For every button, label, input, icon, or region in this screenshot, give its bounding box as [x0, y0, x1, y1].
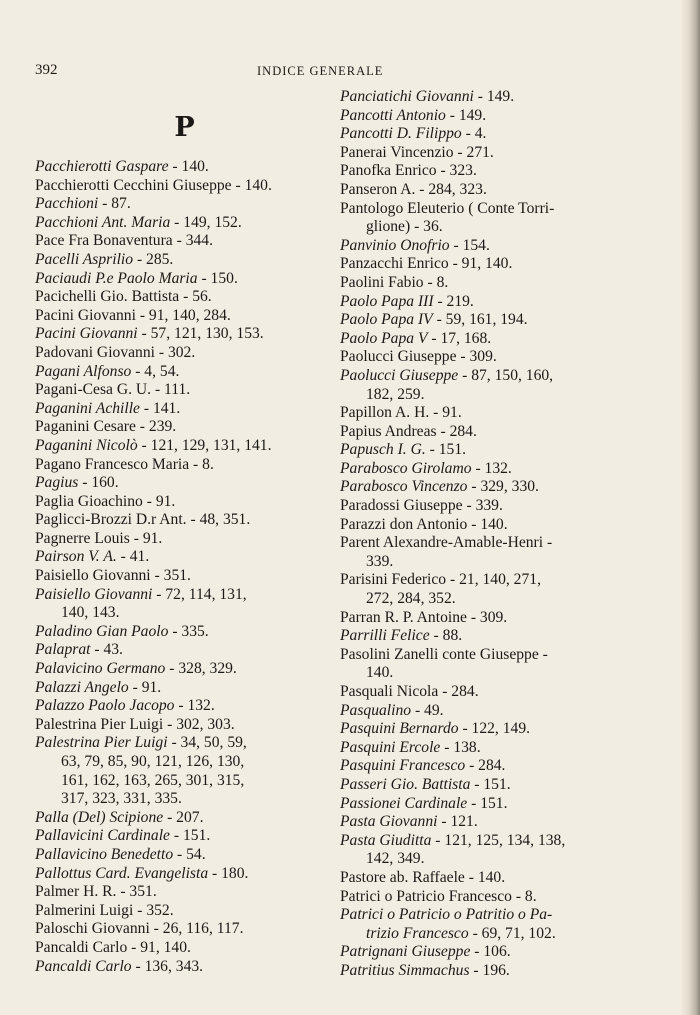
entry-page-refs: - 140. [464, 868, 506, 886]
entry-name: Paglia Gioachino [35, 492, 143, 510]
entry-page-refs: - 111. [151, 381, 191, 399]
entry-name: Papusch I. G. [340, 441, 426, 459]
entry-page-refs: - 140. [467, 515, 508, 533]
index-entry [340, 311, 640, 330]
index-entry [35, 548, 335, 567]
entry-name: Palavicino Germano [35, 660, 166, 678]
index-entry [340, 181, 640, 200]
entry-page-refs: - 302. [154, 343, 196, 361]
entry-name: Pallavicino Benedetto [35, 845, 174, 863]
entry-continuation: 317, 323, 331, 335. [61, 790, 182, 808]
entry-page-refs: - 41. [116, 548, 150, 566]
entry-name: Pasquali Nicola [340, 683, 439, 700]
entry-page-refs: - 121, 129, 131, 141. [137, 436, 272, 454]
entry-page-refs: - 271. [453, 143, 494, 161]
index-entry [35, 363, 335, 382]
entry-continuation: glione) - 36. [366, 218, 443, 236]
index-entry [35, 660, 335, 679]
entry-page-refs: - 91. [129, 529, 163, 547]
entry-page-refs: - 91, 140, 284. [135, 306, 231, 324]
index-entry [340, 720, 640, 739]
entry-name: Patritius Simmachus [340, 961, 470, 979]
entry-page-refs: - 151. [470, 775, 511, 793]
index-entry [340, 162, 640, 181]
index-entry [35, 902, 335, 921]
entry-page-refs: - 180. [208, 864, 249, 882]
entry-name: Pacchierotti Cecchini Giuseppe [35, 176, 232, 194]
index-entry [340, 646, 640, 665]
entry-name: Patrici o Patricio o Patritio o Pa- [340, 906, 553, 924]
entry-page-refs: - 149, 152. [170, 213, 242, 231]
entry-page-refs: ( Conte Torri- [464, 199, 555, 217]
entry-name: Pacchioni Ant. Maria [35, 213, 171, 231]
index-entry [35, 679, 335, 698]
page-number: 392 [35, 62, 58, 78]
index-entry [35, 474, 335, 493]
entry-name: Pancaldi Carlo [35, 938, 128, 956]
entry-name: Pasta Giuditta [340, 831, 432, 849]
entry-page-refs: - 43. [90, 641, 123, 659]
entry-name: Pancotti D. Filippo [340, 125, 462, 143]
index-entry [340, 516, 640, 535]
running-title: INDICE GENERALE [257, 64, 384, 78]
entry-page-refs: - 284, 323. [415, 180, 487, 198]
entry-name: Pasolini Zanelli conte Giuseppe [340, 645, 539, 663]
index-entry [340, 776, 640, 795]
entry-name: Palaprat [35, 641, 91, 659]
entry-name: Paladino Gian Paolo [35, 622, 169, 640]
index-entry [340, 609, 640, 628]
entry-name: Pacchierotti Gaspare [35, 158, 169, 175]
entry-page-refs: - 69, 71, 102. [472, 924, 556, 942]
entry-name: Papillon A. H. [340, 404, 430, 422]
index-entry [340, 795, 640, 814]
entry-page-refs: - 151. [467, 794, 508, 812]
entry-page-refs: - 88. [429, 627, 463, 645]
index-entry [340, 497, 640, 516]
index-entry [340, 107, 640, 126]
index-entry [35, 567, 335, 586]
entry-name: Parazzi don Antonio [340, 515, 468, 533]
index-entry [35, 883, 335, 902]
entry-page-refs: - 352. [133, 901, 174, 919]
entry-page-refs: - 4, 54. [131, 362, 180, 380]
entry-name: Palmer H. R. [35, 883, 117, 901]
entry-page-refs: - 21, 140, 271, [446, 571, 541, 589]
entry-page-refs: - 91, 140. [448, 255, 513, 273]
entry-name: Pastore ab. Raffaele [340, 868, 465, 886]
index-entry [35, 846, 335, 865]
index-entry [340, 274, 640, 293]
entry-name: Paolo Papa IV [340, 311, 433, 329]
entry-continuation: 140. [366, 664, 394, 682]
entry-page-refs: - 309. [466, 608, 508, 626]
index-entry [340, 888, 640, 907]
index-entry [35, 344, 335, 363]
entry-name: Paisiello Giovanni [35, 585, 153, 603]
entry-continuation: 161, 162, 163, 265, 301, 315, [61, 771, 245, 789]
entry-name: Pasqualino [340, 701, 412, 719]
index-entry [340, 348, 640, 367]
entry-page-refs: - 351. [150, 567, 191, 585]
entry-name: Panciatichi Giovanni [340, 88, 474, 105]
index-entry [35, 270, 335, 289]
entry-name: Palestrina Pier Luigi [35, 734, 168, 752]
entry-page-refs: - 121, 125, 134, 138, [431, 831, 566, 849]
entry-name: Pairson V. A. [35, 548, 117, 566]
index-entry [35, 456, 335, 475]
entry-name: Patrignani Giuseppe [340, 943, 471, 961]
entry-name: Papius Andreas [340, 422, 437, 440]
entry-page-refs: - 59, 161, 194. [432, 311, 528, 329]
index-entry [35, 809, 335, 828]
index-entry [35, 939, 335, 958]
entry-name: Pancotti Antonio [340, 106, 446, 124]
entry-name: Paisiello Giovanni [35, 567, 151, 585]
entry-page-refs: - 87, 150, 160, [458, 366, 554, 384]
entry-page-refs: - 154. [449, 236, 490, 254]
index-entry [340, 683, 640, 702]
entry-name: Paglicci-Brozzi D.r Ant. [35, 511, 187, 529]
index-entry [340, 404, 640, 423]
entry-page-refs: - 122, 149. [458, 720, 531, 738]
index-entry [35, 288, 335, 307]
entry-page-refs: - 219. [433, 292, 474, 310]
entry-page-refs: - 87. [98, 195, 131, 213]
index-entry [35, 418, 335, 437]
page-header [35, 62, 655, 82]
index-entry [35, 437, 335, 456]
entry-page-refs: - 132. [471, 459, 512, 477]
entry-continuation: 63, 79, 85, 90, 121, 126, 130, [61, 753, 245, 770]
entry-page-refs: - 26, 116, 117. [149, 920, 244, 938]
index-entry [340, 200, 640, 219]
index-entry [35, 493, 335, 512]
entry-page-refs: - 239. [135, 418, 177, 436]
entry-page-refs: - 284. [438, 683, 479, 700]
entry-page-refs: - 351. [116, 883, 157, 901]
entry-page-refs: - 207. [163, 808, 204, 826]
entry-name: Palmerini Luigi [35, 901, 134, 919]
index-entry [35, 158, 335, 177]
entry-page-refs: - 34, 50, 59, [167, 734, 247, 752]
index-entry [340, 255, 640, 274]
right-index-column [340, 88, 640, 981]
index-entry [35, 400, 335, 419]
entry-name: Pasquini Ercole [340, 738, 441, 756]
index-entry [340, 943, 640, 962]
index-entry [35, 232, 335, 251]
index-entry [35, 177, 335, 196]
entry-page-refs: - 329, 330. [467, 478, 539, 496]
entry-page-refs: - 309. [456, 348, 497, 366]
entry-page-refs: - 132. [174, 697, 215, 715]
entry-page-refs: - 140. [231, 176, 272, 194]
entry-page-refs: - 151. [169, 827, 211, 845]
entry-name: Passionei Cardinale [340, 794, 468, 812]
entry-page-refs: - 4. [461, 125, 487, 143]
entry-continuation: 142, 349. [366, 850, 425, 868]
index-entry [340, 478, 640, 497]
entry-page-refs: - 54. [173, 845, 206, 863]
entry-name: Pacchioni [35, 195, 99, 213]
entry-name: Pagius [35, 474, 79, 492]
entry-page-refs: - [538, 645, 548, 663]
entry-page-refs: - 8. [189, 455, 214, 473]
entry-name: Palestrina Pier Luigi [35, 715, 164, 733]
index-entry [35, 641, 335, 660]
entry-name: Paolo Papa V [340, 329, 428, 347]
entry-name: Paganini Cesare [35, 418, 136, 436]
index-entry [35, 511, 335, 530]
entry-name: Pasquini Bernardo [340, 720, 459, 738]
index-entry [35, 381, 335, 400]
entry-name: Parabosco Vincenzo [340, 478, 468, 496]
entry-continuation: 272, 284, 352. [366, 590, 456, 608]
entry-page-refs: - 91, 140. [127, 938, 191, 956]
entry-name: Pacelli Asprilio [35, 250, 134, 268]
entry-page-refs: - 91. [142, 492, 176, 510]
index-entry [340, 293, 640, 312]
entry-name: Passeri Gio. Battista [340, 775, 471, 793]
index-entry [340, 330, 640, 349]
index-entry [35, 251, 335, 270]
index-entry [340, 906, 640, 925]
entry-name-continuation: trizio Francesco [366, 924, 469, 942]
entry-name: Paganini Achille [35, 399, 140, 417]
entry-name: Parent Alexandre-Amable-Henri [340, 534, 544, 552]
index-entry [340, 739, 640, 758]
entry-page-refs: - 344. [172, 232, 213, 250]
section-letter: P [174, 112, 196, 143]
entry-page-refs: - 141. [139, 399, 181, 417]
entry-name: Paolo Papa III [340, 292, 434, 310]
entry-name: Panvinio Onofrio [340, 236, 450, 254]
index-entry [35, 586, 335, 605]
entry-name: Pallottus Card. Evangelista [35, 864, 209, 882]
entry-name: Panerai Vincenzio [340, 143, 454, 161]
index-entry [340, 367, 640, 386]
index-entry [35, 530, 335, 549]
index-entry [35, 214, 335, 233]
entry-name: Pantologo Eleuterio [340, 199, 465, 217]
index-entry [340, 460, 640, 479]
entry-name: Pasta Giovanni [340, 813, 438, 831]
entry-page-refs: - 72, 114, 131, [152, 585, 247, 603]
index-entry [35, 920, 335, 939]
entry-name: Panseron A. [340, 180, 416, 198]
entry-page-refs: - 323. [436, 162, 477, 180]
entry-name: Paolucci Giuseppe [340, 366, 459, 384]
entry-name: Paradossi Giuseppe [340, 497, 463, 515]
entry-page-refs: - 196. [469, 961, 510, 979]
entry-name: Parisini Federico [340, 571, 447, 589]
entry-name: Pancaldi Carlo [35, 957, 132, 975]
entry-name: Paciaudi P.e Paolo Maria [35, 269, 198, 287]
entry-name: Parabosco Girolamo [340, 459, 472, 477]
entry-page-refs: - 91. [429, 404, 462, 422]
left-index-column [35, 88, 335, 976]
index-entry [35, 827, 335, 846]
index-entry [35, 716, 335, 735]
entry-page-refs: - 149. [473, 88, 515, 105]
entry-name: Pacini Giovanni [35, 306, 136, 324]
index-entry [340, 571, 640, 590]
index-entry [35, 623, 335, 642]
index-entry [340, 627, 640, 646]
entry-name: Paganini Nicolò [35, 436, 138, 454]
index-entry [340, 757, 640, 776]
entry-page-refs: - 150. [197, 269, 238, 287]
entry-page-refs: - 335. [168, 622, 209, 640]
entry-page-refs: - 284. [436, 422, 477, 440]
entry-page-refs: - 49. [411, 701, 444, 719]
index-entry [340, 144, 640, 163]
entry-page-refs: - 57, 121, 130, 153. [137, 325, 264, 343]
entry-page-refs: - 106. [470, 943, 511, 961]
entry-page-refs: - 151. [425, 441, 467, 459]
entry-name: Paloschi Giovanni [35, 920, 150, 938]
entry-page-refs: - 149. [445, 106, 487, 124]
entry-page-refs: - 328, 329. [165, 660, 237, 678]
entry-page-refs: - 284. [465, 757, 506, 775]
index-entry [340, 441, 640, 460]
entry-name: Pacini Giovanni [35, 325, 138, 343]
entry-page-refs: - 8. [423, 273, 449, 291]
entry-continuation: 182, 259. [366, 385, 425, 403]
index-entry [340, 832, 640, 851]
index-entry [35, 958, 335, 977]
entry-continuation [340, 925, 640, 944]
entry-name: Palla (Del) Scipione [35, 808, 164, 826]
index-entry [340, 962, 640, 981]
entry-name: Pasquini Francesco [340, 757, 466, 775]
entry-page-refs: - 8. [511, 887, 537, 905]
entry-name: Parran R. P. Antoine [340, 608, 467, 626]
entry-name: Patrici o Patricio Francesco [340, 887, 512, 905]
index-entry [340, 813, 640, 832]
entry-name: Palazzi Angelo [35, 678, 129, 696]
entry-page-refs: - 56. [179, 288, 212, 306]
entry-name: Paolini Fabio [340, 273, 424, 291]
index-entry [340, 125, 640, 144]
entry-page-refs: - 160. [78, 474, 119, 492]
index-entry [35, 697, 335, 716]
entry-page-refs: - 17, 168. [427, 329, 492, 347]
entry-continuation: 140, 143. [61, 604, 120, 622]
entry-name: Pace Fra Bonaventura [35, 232, 173, 250]
page-edge-shadow [682, 0, 700, 1015]
index-entry [35, 195, 335, 214]
index-entry [340, 237, 640, 256]
index-entry [340, 423, 640, 442]
index-entry [35, 325, 335, 344]
entry-page-refs: - 302, 303. [163, 715, 235, 733]
entry-page-refs: - 138. [440, 738, 481, 756]
entry-page-refs: - [543, 534, 553, 552]
entry-name: Pallavicini Cardinale [35, 827, 170, 845]
index-entry [35, 734, 335, 753]
entry-name: Pagani Alfonso [35, 362, 132, 380]
entry-page-refs: - 48, 351. [186, 511, 251, 529]
entry-name: Paolucci Giuseppe [340, 348, 457, 366]
entry-continuation: 339. [366, 552, 394, 570]
entry-name: Parrilli Felice [340, 627, 430, 645]
index-entry [35, 307, 335, 326]
entry-name: Palazzo Paolo Jacopo [35, 697, 175, 715]
entry-name: Pagnerre Louis [35, 529, 130, 547]
entry-name: Panofka Enrico [340, 162, 437, 180]
entry-page-refs: - 91. [128, 678, 162, 696]
index-entry [35, 865, 335, 884]
entry-page-refs: - 121. [437, 813, 478, 831]
entry-name: Panzacchi Enrico [340, 255, 449, 273]
entry-name: Pagani-Cesa G. U. [35, 381, 152, 399]
index-entry [340, 534, 640, 553]
entry-page-refs: - 140. [168, 158, 209, 175]
entry-page-refs: - 136, 343. [131, 957, 204, 975]
entry-name: Pacichelli Gio. Battista [35, 288, 180, 306]
entry-name: Padovani Giovanni [35, 343, 155, 361]
index-entry [340, 88, 640, 107]
entry-page-refs: - 339. [462, 497, 503, 515]
index-entry [340, 869, 640, 888]
entry-page-refs: - 285. [133, 250, 174, 268]
index-entry [340, 702, 640, 721]
entry-name: Pagano Francesco Maria [35, 455, 190, 473]
